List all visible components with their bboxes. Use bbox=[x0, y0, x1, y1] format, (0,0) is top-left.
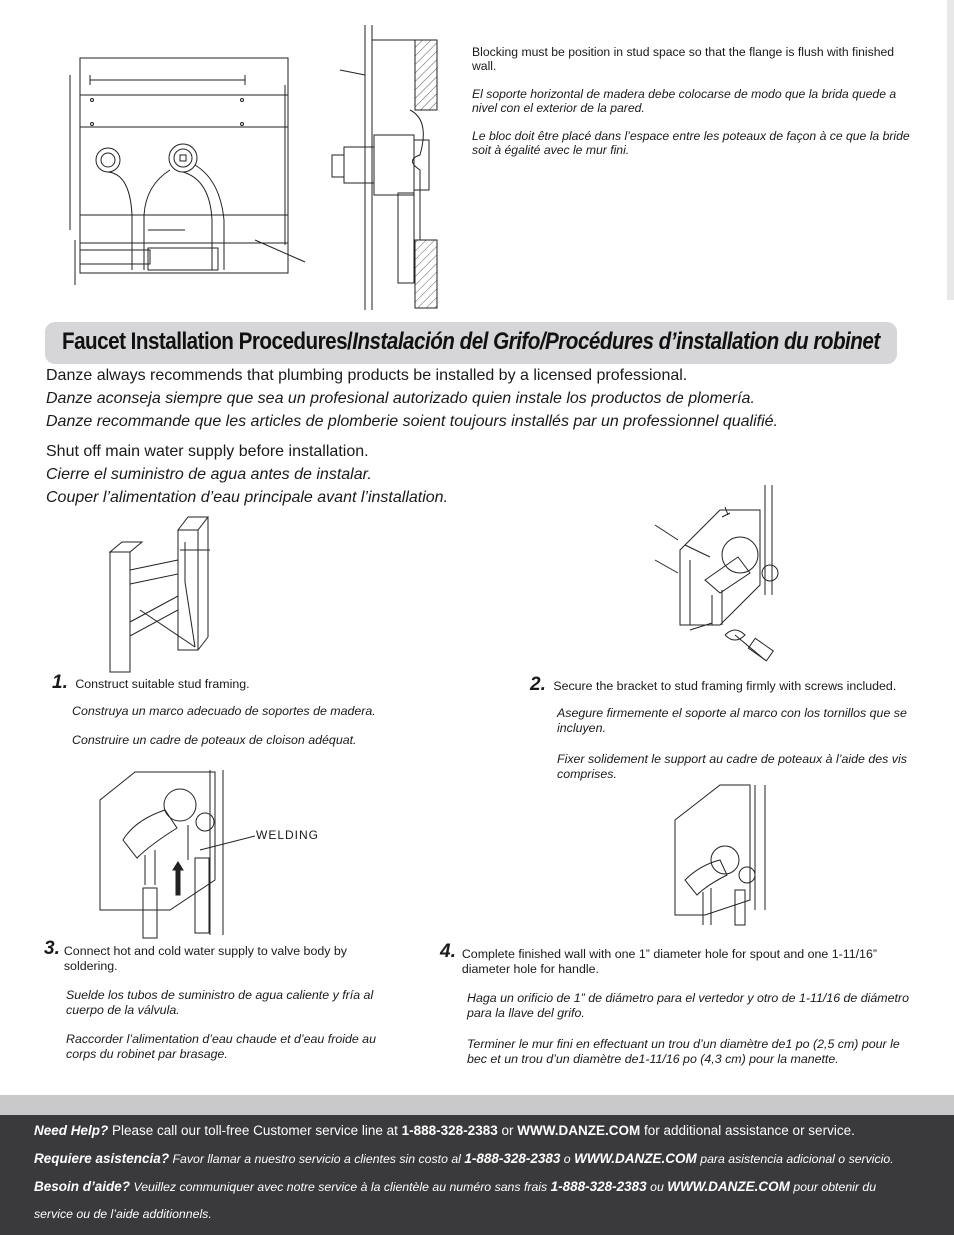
step-3 bbox=[44, 940, 394, 1062]
step-3-fr: Raccorder l’alimentation d’eau chaude et d’eau froide au corps du robinet par brasage. bbox=[66, 1032, 376, 1061]
step-1 bbox=[52, 672, 482, 748]
step-2-fr: Fixer solidement le support au cadre de poteaux à l’aide des vis comprises. bbox=[557, 752, 907, 781]
step-1-number: 1. bbox=[52, 672, 68, 693]
finished-wall-diagram bbox=[655, 780, 775, 930]
help-fr-text-b: pour obtenir du bbox=[789, 1180, 877, 1194]
help-es bbox=[34, 1151, 894, 1166]
help-footer bbox=[0, 1115, 954, 1235]
pro-es: Danze aconseja siempre que sea un profesional autorizado quien instale los productos de plomería. bbox=[46, 390, 755, 407]
step-4-en: Complete finished wall with one 1” diameter hole for spout and one 1-11/16” diameter hole for handle. bbox=[461, 947, 877, 976]
blocking-note bbox=[472, 45, 917, 157]
step-2 bbox=[530, 674, 925, 782]
title-en: Faucet Installation Procedures/ bbox=[62, 328, 353, 355]
footer-band bbox=[0, 1095, 954, 1115]
help-en-lead: Need Help? bbox=[34, 1123, 109, 1138]
help-en-or: or bbox=[497, 1123, 518, 1138]
step-4-number: 4. bbox=[440, 941, 456, 962]
valve-side-diagram bbox=[310, 25, 460, 315]
help-es-website-link[interactable]: WWW.DANZE.COM bbox=[574, 1151, 697, 1166]
help-fr-cont: service ou de l’aide additionnels. bbox=[34, 1207, 212, 1221]
shut-en: Shut off main water supply before installation. bbox=[46, 443, 369, 460]
shut-fr: Couper l’alimentation d’eau principale avant l’installation. bbox=[46, 489, 449, 506]
step-2-number: 2. bbox=[530, 674, 546, 695]
help-en-text-a: Please call our toll-free Customer service line at bbox=[108, 1123, 402, 1138]
step-1-es: Construya un marco adecuado de soportes de madera. bbox=[72, 704, 376, 718]
step-4-es: Haga un orificio de 1” de diámetro para el vertedor y otro de 1-11/16 de diámetro para la llave del grifo. bbox=[467, 991, 909, 1020]
help-es-lead: Requiere asistencia? bbox=[34, 1151, 170, 1166]
valve-front-diagram bbox=[60, 40, 310, 290]
help-en-phone[interactable]: 1-888-328-2383 bbox=[401, 1123, 498, 1138]
blocking-en: Blocking must be position in stud space so that the flange is flush with finished wall. bbox=[472, 45, 895, 73]
bracket-mount-diagram bbox=[650, 485, 800, 665]
help-fr-website-link[interactable]: WWW.DANZE.COM bbox=[667, 1179, 790, 1194]
pro-en: Danze always recommends that plumbing products be installed by a licensed professional. bbox=[46, 367, 688, 384]
help-en bbox=[34, 1123, 855, 1138]
help-fr-ou: ou bbox=[646, 1180, 668, 1194]
help-fr-phone[interactable]: 1-888-328-2383 bbox=[550, 1179, 647, 1194]
step-3-es: Suelde los tubos de suministro de agua caliente y fría al cuerpo de la válvula. bbox=[66, 988, 374, 1017]
step-3-number: 3. bbox=[44, 938, 60, 959]
help-es-text-a: Favor llamar a nuestro servicio a clientes sin costo al bbox=[169, 1152, 465, 1166]
stud-framing-diagram bbox=[100, 512, 230, 677]
soldering-diagram bbox=[95, 770, 335, 940]
title-es-fr: Instalación del Grifo/Procédures d’installation du robinet bbox=[352, 328, 880, 355]
step-3-en: Connect hot and cold water supply to valve body by soldering. bbox=[63, 944, 347, 973]
help-en-website-link[interactable]: WWW.DANZE.COM bbox=[517, 1123, 641, 1138]
help-en-text-b: for additional assistance or service. bbox=[640, 1123, 855, 1138]
blocking-es: El soporte horizontal de madera debe colocarse de modo que la brida quede a nivel con el exterior de la pared. bbox=[472, 87, 897, 115]
shut-es: Cierre el suministro de agua antes de instalar. bbox=[46, 466, 372, 483]
page-edge bbox=[947, 0, 954, 300]
step-4-fr: Terminer le mur fini en effectuant un trou d’un diamètre de1 po (2,5 cm) pour le bec et un trou d’un diamètre de1-11/16 po (4,3 cm) pour la manette. bbox=[467, 1037, 900, 1066]
step-1-en: Construct suitable stud framing. bbox=[75, 677, 250, 691]
step-2-es: Asegure firmemente el soporte al marco con los tornillos que se incluyen. bbox=[557, 706, 907, 735]
step-4 bbox=[440, 943, 920, 1067]
welding-label: WELDING bbox=[256, 828, 320, 842]
help-fr bbox=[34, 1179, 876, 1194]
blocking-fr: Le bloc doit être placé dans l’espace entre les poteaux de façon à ce que la bride soit à égalité avec le mur fini. bbox=[472, 129, 910, 157]
help-es-text-b: para asistencia adicional o servicio. bbox=[696, 1152, 894, 1166]
help-fr-text-a: Veuillez communiquer avec notre service à la clientèle au numéro sans frais bbox=[130, 1180, 551, 1194]
help-es-phone[interactable]: 1-888-328-2383 bbox=[464, 1151, 561, 1166]
page-title bbox=[62, 328, 880, 356]
help-fr-lead: Besoin d’aide? bbox=[34, 1179, 131, 1194]
step-1-fr: Construire un cadre de poteaux de cloison adéquat. bbox=[72, 733, 357, 747]
help-es-o: o bbox=[560, 1152, 575, 1166]
pro-fr: Danze recommande que les articles de plomberie soient toujours installés par un professionnel qualifié. bbox=[46, 413, 778, 430]
step-2-en: Secure the bracket to stud framing firmly with screws included. bbox=[553, 679, 897, 693]
